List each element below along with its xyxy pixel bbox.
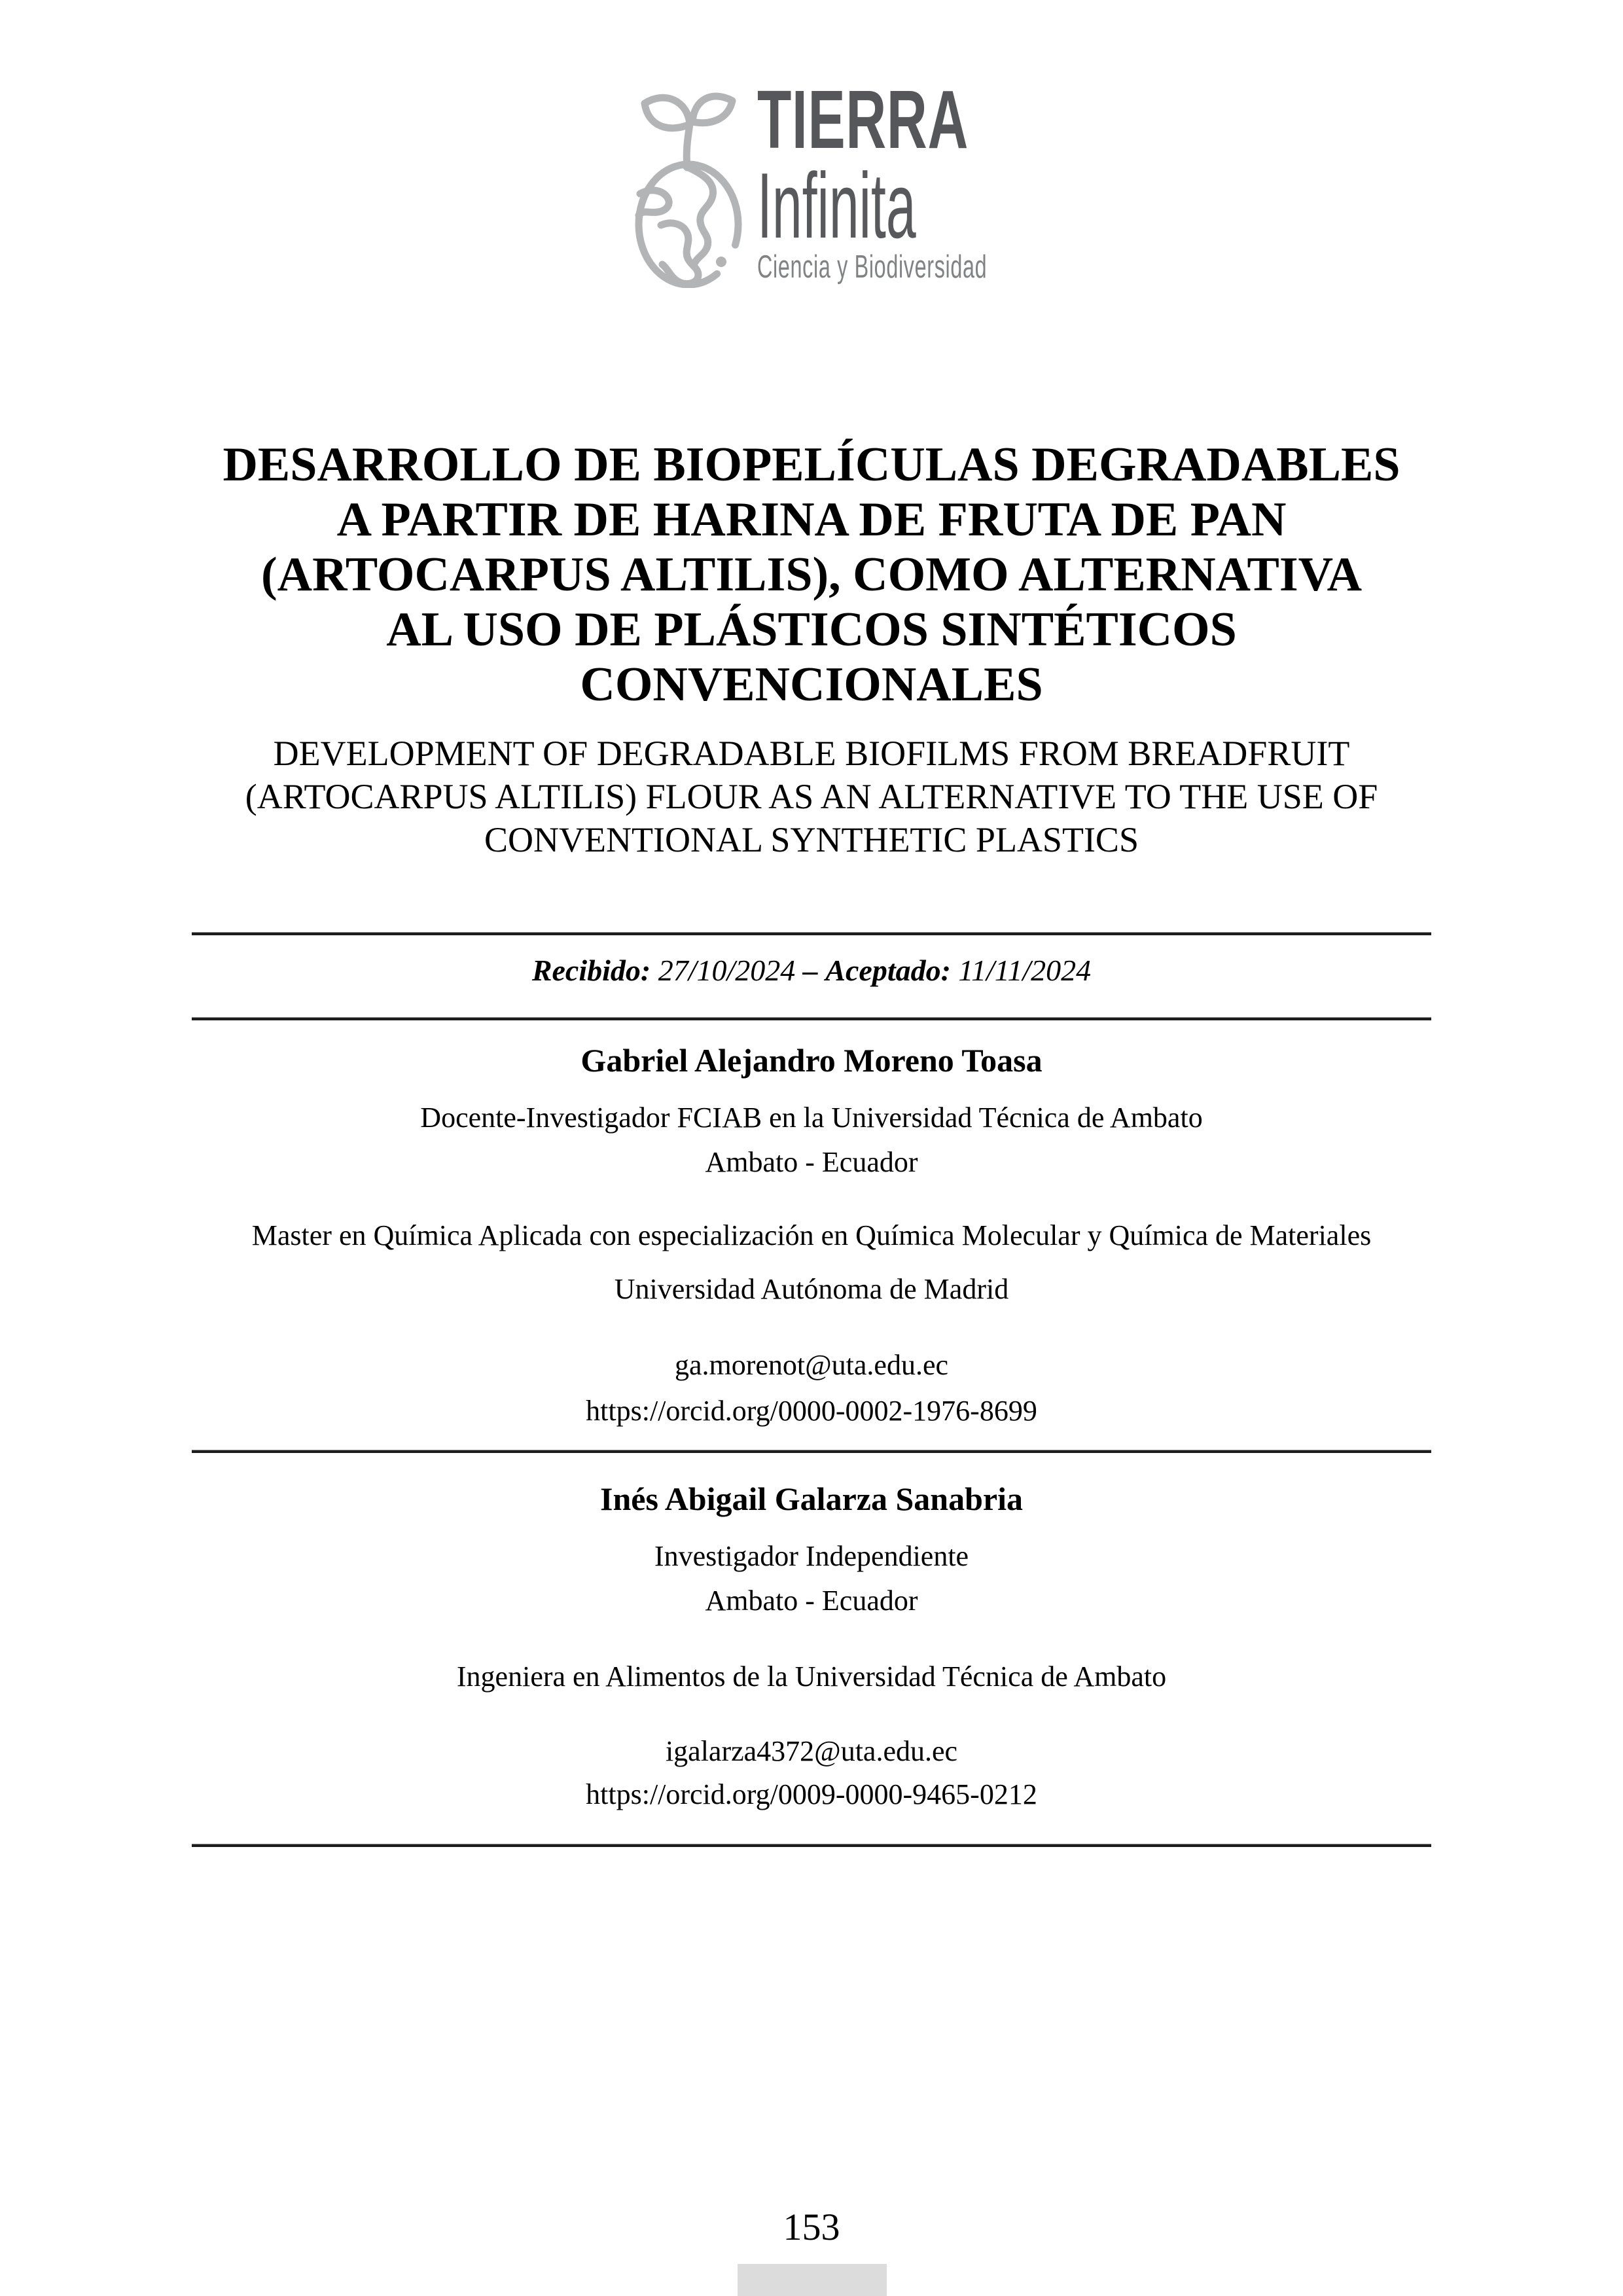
- horizontal-rule: [192, 932, 1431, 935]
- author-1-email-link[interactable]: ga.morenot@uta.edu.ec: [674, 1349, 949, 1381]
- author-2-email-link[interactable]: igalarza4372@uta.edu.ec: [665, 1735, 958, 1767]
- page-number: 153: [783, 2206, 840, 2248]
- article-title-spanish: [0, 437, 1623, 712]
- title-es-line-4: AL USO DE PLÁSTICOS SINTÉTICOS: [386, 603, 1237, 656]
- author-2-name: Inés Abigail Galarza Sanabria: [600, 1480, 1023, 1517]
- author-2-location: Ambato - Ecuador: [705, 1585, 918, 1617]
- accepted-label: Aceptado:: [825, 954, 951, 987]
- author-1-degree-university: Universidad Autónoma de Madrid: [614, 1273, 1009, 1305]
- author-2-affiliation: Investigador Independiente: [654, 1540, 969, 1572]
- logo-brand-top: TIERRA: [757, 73, 969, 166]
- title-es-line-3: (ARTOCARPUS ALTILIS), COMO ALTERNATIVA: [260, 548, 1363, 601]
- logo-tagline: Ciencia y Biodiversidad: [757, 249, 988, 285]
- author-1-location: Ambato - Ecuador: [705, 1146, 918, 1178]
- horizontal-rule: [192, 1450, 1431, 1453]
- received-date: 27/10/2024: [658, 954, 796, 987]
- horizontal-rule: [192, 1017, 1431, 1020]
- article-title-english: [0, 732, 1623, 861]
- title-en-line-2: (ARTOCARPUS ALTILIS) FLOUR AS AN ALTERNATIVE TO THE USE OF: [245, 777, 1378, 816]
- title-en-line-1: DEVELOPMENT OF DEGRADABLE BIOFILMS FROM BREADFRUIT: [273, 734, 1350, 773]
- accepted-date: 11/11/2024: [958, 954, 1092, 987]
- author-2-orcid-link[interactable]: https://orcid.org/0009-0000-9465-0212: [586, 1778, 1037, 1810]
- author-1-affiliation: Docente-Investigador FCIAB en la Universidad Técnica de Ambato: [420, 1102, 1203, 1134]
- title-es-line-1: DESARROLLO DE BIOPELÍCULAS DEGRADABLES: [223, 438, 1400, 492]
- received-label: Recibido:: [531, 954, 651, 987]
- logo-brand-bottom: Infinita: [757, 154, 916, 258]
- horizontal-rule: [192, 1844, 1431, 1847]
- author-1-degree: Master en Química Aplicada con especialización en Química Molecular y Química de Materiales: [251, 1219, 1372, 1251]
- globe-sprout-icon: [622, 84, 746, 288]
- footer-decoration-rect: [738, 2264, 887, 2296]
- author-2-degree: Ingeniera en Alimentos de la Universidad Técnica de Ambato: [456, 1660, 1167, 1693]
- dates-separator: –: [802, 954, 818, 987]
- author-1-name: Gabriel Alejandro Moreno Toasa: [580, 1042, 1043, 1079]
- author-1-orcid-link[interactable]: https://orcid.org/0000-0002-1976-8699: [586, 1395, 1037, 1427]
- received-accepted-dates: [0, 950, 1623, 991]
- title-es-line-2: A PARTIR DE HARINA DE FRUTA DE PAN: [336, 493, 1287, 547]
- title-en-line-3: CONVENTIONAL SYNTHETIC PLASTICS: [484, 820, 1139, 859]
- title-es-line-5: CONVENCIONALES: [580, 658, 1043, 711]
